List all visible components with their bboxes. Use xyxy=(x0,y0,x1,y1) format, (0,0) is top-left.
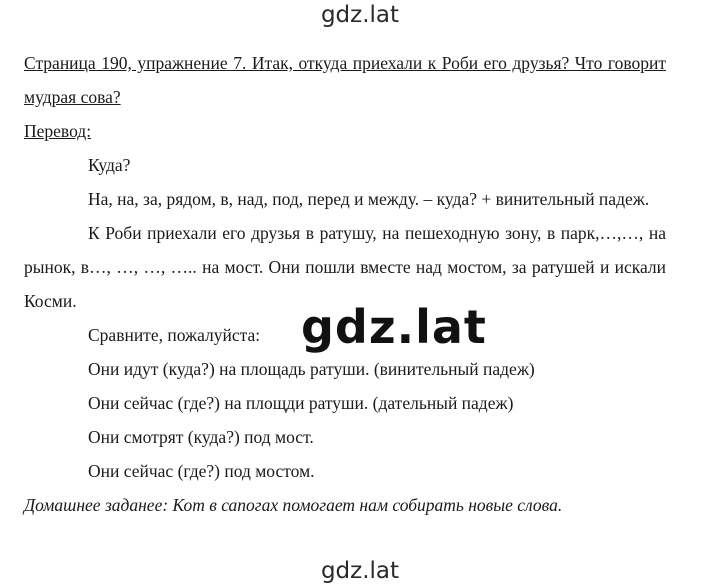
translation-label: Перевод: xyxy=(24,121,92,141)
watermark-bottom: gdz.lat xyxy=(320,558,400,584)
exercise-heading: Страница 190, упражнение 7. Итак, откуда приехали к Роби его друзья? Что говорит мудрая сова? xyxy=(24,53,666,107)
example-line: Они идут (куда?) на площадь ратуши. (винительный падеж) xyxy=(88,359,535,379)
question-line: Куда? xyxy=(88,155,131,175)
example-line: Они смотрят (куда?) под мост. xyxy=(88,427,314,447)
story-paragraph: К Роби приехали его друзья в ратушу, на пешеходную зону, в парк,…,…, на рынок, в…, …, …, ….. на мост. Они пошли вместе над мостом, за ратушей и искали Косми. xyxy=(24,223,666,311)
example-line: Они сейчас (где?) на площди ратуши. (дательный падеж) xyxy=(88,393,514,413)
example-line: Они сейчас (где?) под мостом. xyxy=(88,461,315,481)
compare-label: Сравните, пожалуйста: xyxy=(88,325,261,345)
prepositions-paragraph: На, на, за, рядом, в, над, под, перед и между. – куда? + винительный падеж. xyxy=(88,189,650,209)
watermark-top: gdz.lat xyxy=(320,2,400,28)
document-body xyxy=(24,46,666,522)
watermark-middle: gdz.lat xyxy=(301,300,487,354)
homework-line: Домашнее заданее: Кот в сапогах помогает нам собирать новые слова. xyxy=(24,495,563,515)
